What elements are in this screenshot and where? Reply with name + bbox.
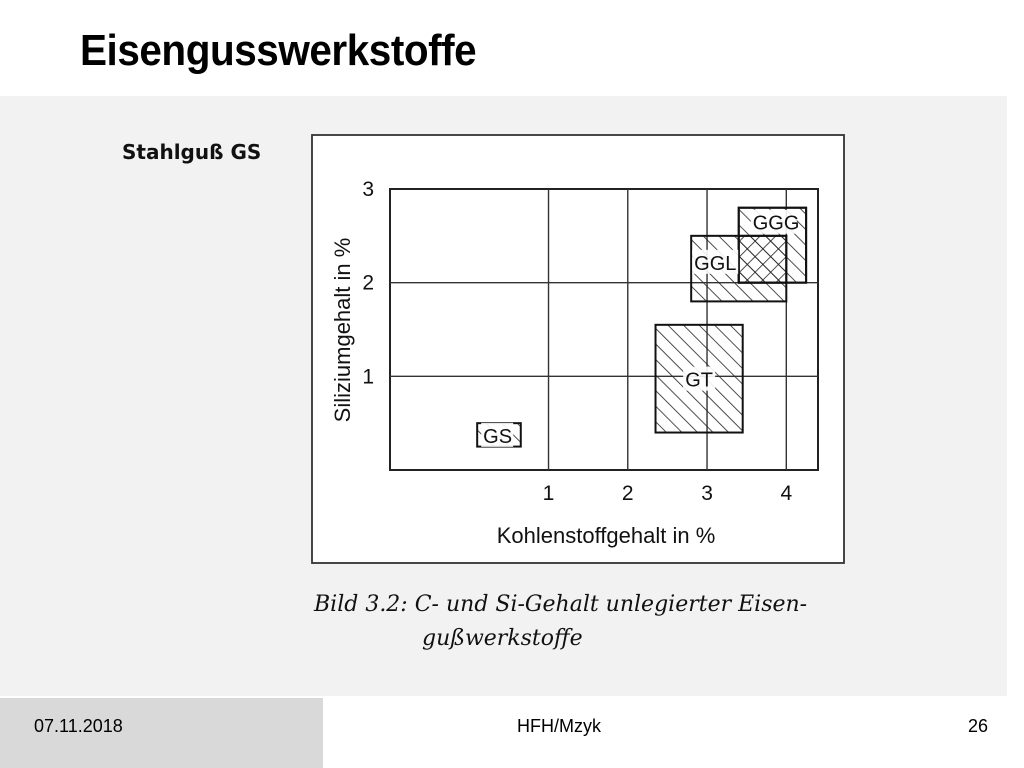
- slide-title: Eisengusswerkstoffe: [80, 26, 477, 75]
- x-tick-label-0: 1: [542, 482, 555, 505]
- y-tick-label-1: 2: [362, 271, 374, 295]
- footer-date: 07.11.2018: [34, 716, 123, 736]
- x-tick-label-2: 3: [701, 482, 713, 505]
- region-label-ggg: GGG: [752, 212, 800, 235]
- x-tick-label-3: 4: [780, 482, 793, 505]
- slide-footer: [0, 698, 1024, 768]
- caption-line1: C- und Si-Gehalt unlegierter Eisen-: [414, 592, 808, 617]
- y-tick-label-0: 1: [362, 365, 374, 389]
- side-label-stahlguss: Stahlguß GS: [122, 140, 262, 164]
- caption-line2: gußwerkstoffe: [422, 626, 583, 651]
- y-axis-label: Siliziumgehalt in %: [330, 237, 355, 423]
- region-label-ggl: GGL: [694, 252, 737, 275]
- footer-author: HFH/Mzyk: [517, 716, 601, 736]
- figure-caption: [314, 588, 807, 656]
- chart-frame: [312, 135, 844, 563]
- footer-page-number: 26: [968, 716, 989, 736]
- region-label-gs: GS: [483, 425, 513, 448]
- region-label-gt: GT: [685, 369, 714, 392]
- x-axis-label: Kohlenstoffgehalt in %: [496, 523, 716, 548]
- caption-prefix: Bild 3.2:: [314, 592, 408, 617]
- x-tick-label-1: 2: [621, 482, 634, 505]
- region-overlap-ggl-ggg: [739, 236, 787, 283]
- y-tick-label-2: 3: [362, 178, 374, 201]
